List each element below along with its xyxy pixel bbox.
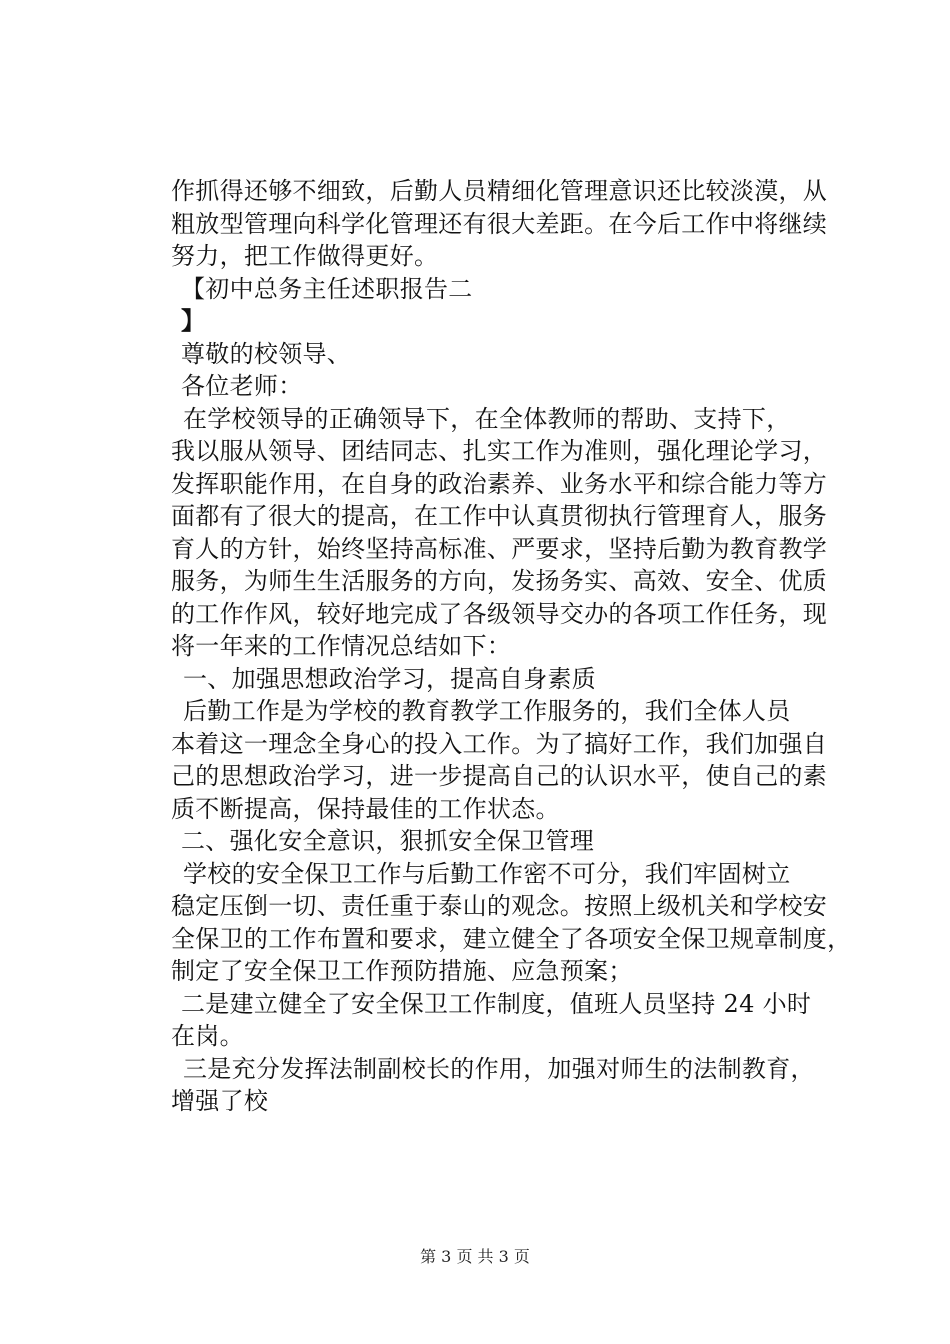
paragraph-line: 己的思想政治学习，进一步提高自己的认识水平，使自己的素	[171, 762, 828, 790]
section-title-bracket: 】	[181, 306, 206, 335]
page-number-footer: 第 3 页 共 3 页	[420, 1247, 530, 1266]
paragraph-line: 学校的安全保卫工作与后勤工作密不可分，我们牢固树立	[183, 859, 791, 888]
paragraph-line: 全保卫的工作布置和要求，建立健全了各项安全保卫规章制度，	[171, 924, 852, 953]
paragraph-line: 质不断提高，保持最佳的工作状态。	[171, 794, 560, 823]
paragraph-line: 稳定压倒一切、责任重于泰山的观念。按照上级机关和学校安	[171, 892, 828, 920]
paragraph-line: 在学校领导的正确领导下，在全体教师的帮助、支持下，	[183, 404, 791, 433]
paragraph-line: 将一年来的工作情况总结如下：	[171, 632, 512, 660]
paragraph-line: 本着这一理念全身心的投入工作。为了搞好工作，我们加强自	[171, 729, 828, 758]
paragraph-line: 的工作作风，较好地完成了各级领导交办的各项工作任务，现	[171, 599, 828, 628]
paragraph-line: 三是充分发挥法制副校长的作用，加强对师生的法制教育，	[183, 1054, 815, 1083]
paragraph-line: 服务，为师生生活服务的方向，发扬务实、高效、安全、优质	[171, 567, 828, 595]
paragraph-line: 增强了校	[171, 1087, 269, 1115]
paragraph-line: 在岗。	[171, 1022, 244, 1050]
paragraph-line: 制定了安全保卫工作预防措施、应急预案；	[171, 957, 633, 985]
paragraph-line: 育人的方针，始终坚持高标准、严要求，坚持后勤为教育教学	[171, 534, 828, 563]
heading-line: 一、加强思想政治学习，提高自身素质	[183, 664, 597, 693]
paragraph-line: 作抓得还够不细致，后勤人员精细化管理意识还比较淡漠，从	[171, 177, 828, 205]
paragraph-line: 面都有了很大的提高，在工作中认真贯彻执行管理育人，服务	[171, 502, 828, 530]
paragraph-line: 后勤工作是为学校的教育教学工作服务的，我们全体人员	[183, 697, 791, 725]
paragraph-line: 发挥职能作用，在自身的政治素养、业务水平和综合能力等方	[171, 469, 828, 498]
paragraph-line: 粗放型管理向科学化管理还有很大差距。在今后工作中将继续	[171, 209, 828, 238]
section-title: 【初中总务主任述职报告二	[181, 274, 473, 303]
salutation-line: 尊敬的校领导、	[181, 339, 352, 368]
paragraph-line: 我以服从领导、团结同志、扎实工作为准则，强化理论学习，	[171, 437, 828, 465]
paragraph-line: 努力，把工作做得更好。	[171, 242, 439, 270]
paragraph-line: 二是建立健全了安全保卫工作制度，值班人员坚持 24 小时	[181, 989, 812, 1018]
document-body	[171, 175, 852, 1118]
heading-line: 二、强化安全意识，狠抓安全保卫管理	[181, 827, 595, 855]
salutation-line: 各位老师：	[181, 372, 303, 400]
